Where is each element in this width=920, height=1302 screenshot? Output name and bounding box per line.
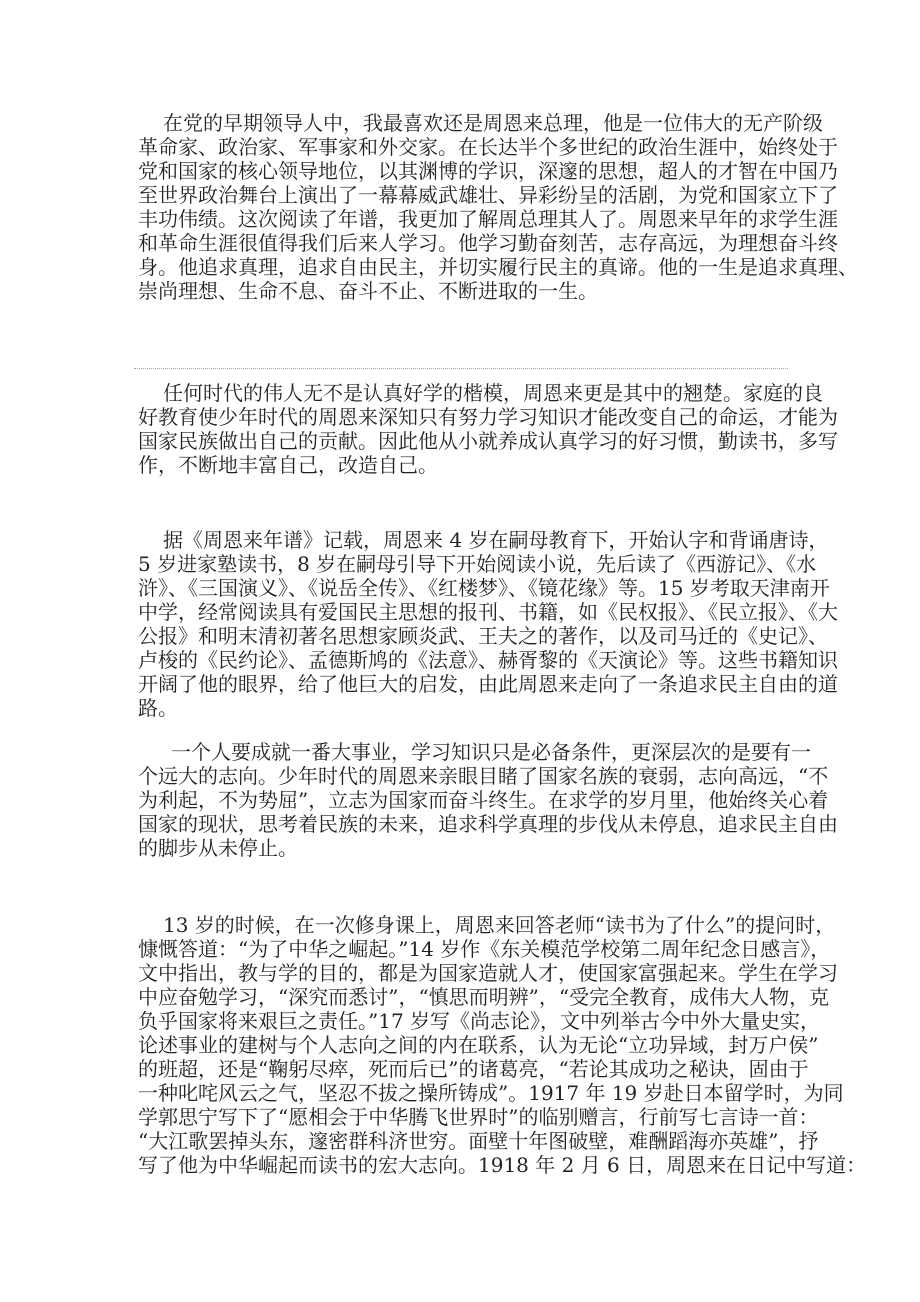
text-line: 浒》、《三国演义》、《说岳全传》、《红楼梦》、《镜花缘》等。15 岁考取天津南开 [138,576,830,600]
text-line: 的脚步从未停止。 [138,836,298,860]
paragraph-4 [138,740,838,860]
text-line: 文中指出，教与学的目的，都是为国家造就人才，使国家富强起来。学生在学习 [138,961,838,985]
text-line: 一种叱咤风云之气，坚忍不拔之操所铸成”。1917 年 19 岁赴日本留学时，为同 [138,1081,844,1105]
text-line: 一个人要成就一番大事业，学习知识只是必备条件，更深层次的是要有一 [171,740,811,764]
text-line: 丰功伟绩。这次阅读了年谱，我更加了解周总理其人了。周恩来早年的求学生涯 [138,207,838,231]
text-line: 和革命生涯很值得我们后来人学习。他学习勤奋刻苦，志存高远，为理想奋斗终 [138,231,838,255]
text-line: 中学，经常阅读具有爱国民主思想的报刊、书籍，如《民权报》、《民立报》、《大 [138,600,838,624]
text-line: 负乎国家将来艰巨之责任。”17 岁写《尚志论》，文中列举古今中外大量史实， [138,1009,821,1033]
text-line: 的班超，还是“鞠躬尽瘁，死而后已”的诸葛亮，“若论其成功之秘诀，固由于 [138,1057,809,1081]
text-line: 中应奋勉学习，“深究而悉讨”，“慎思而明辨”，“受完全教育，成伟大人物，克 [138,985,830,1009]
text-line: 身。他追求真理，追求自由民主，并切实履行民主的真谛。他的一生是追求真理、 [138,255,858,279]
paragraph-3 [138,528,838,720]
text-line: 国家民族做出自己的贡献。因此他从小就养成认真学习的好习惯，勤读书，多写 [138,429,838,453]
text-line: 革命家、政治家、军事家和外交家。在长达半个多世纪的政治生涯中，始终处于 [138,135,838,159]
text-line: 任何时代的伟人无不是认真好学的楷模，周恩来更是其中的翘楚。家庭的良 [163,381,823,405]
text-line: 5 岁进家塾读书，8 岁在嗣母引导下开始阅读小说，先后读了《西游记》、《水 [138,552,817,576]
text-line: 国家的现状，思考着民族的未来，追求科学真理的步伐从未停息，追求民主自由 [138,812,838,836]
text-line: 13 岁的时候，在一次修身课上，周恩来回答老师“读书为了什么”的提问时， [163,913,836,937]
text-line: 卢梭的《民约论》、孟德斯鸠的《法意》、赫胥黎的《天演论》等。这些书籍知识 [138,648,838,672]
section-divider [134,368,788,369]
text-line: 为利起，不为势屈”，立志为国家而奋斗终生。在求学的岁月里，他始终关心着 [138,788,829,812]
text-line: 写了他为中华崛起而读书的宏大志向。1918 年 2 月 6 日，周恩来在日记中写道： [138,1153,867,1177]
text-line: 个远大的志向。少年时代的周恩来亲眼目睹了国家名族的衰弱，志向高远，“不 [138,764,829,788]
text-line: 作，不断地丰富自己，改造自己。 [138,453,438,477]
text-line: 至世界政治舞台上演出了一幕幕威武雄壮、异彩纷呈的活剧，为党和国家立下了 [138,183,838,207]
text-line: 开阔了他的眼界，给了他巨大的启发，由此周恩来走向了一条追求民主自由的道 [138,672,838,696]
text-line: 据《周恩来年谱》记载，周恩来 4 岁在嗣母教育下，开始认字和背诵唐诗， [163,528,829,552]
text-line: 在党的早期领导人中，我最喜欢还是周恩来总理，他是一位伟大的无产阶级 [163,111,823,135]
text-line: 学郭思宁写下了“愿相会于中华腾飞世界时”的临别赠言，行前写七言诗一首： [138,1105,819,1129]
paragraph-2 [138,381,838,477]
text-line: “大江歌罢掉头东，邃密群科济世穷。面壁十年图破壁，难酬蹈海亦英雄”，抒 [138,1129,819,1153]
text-line: 崇尚理想、生命不息、奋斗不止、不断进取的一生。 [138,279,598,303]
text-line: 好教育使少年时代的周恩来深知只有努力学习知识才能改变自己的命运，才能为 [138,405,838,429]
text-line: 公报》和明末清初著名思想家顾炎武、王夫之的著作，以及司马迁的《史记》、 [138,624,828,648]
text-line: 党和国家的核心领导地位，以其渊博的学识，深邃的思想，超人的才智在中国乃 [138,159,838,183]
text-line: 路。 [138,696,178,720]
paragraph-5 [138,913,867,1177]
text-line: 慷慨答道：“为了中华之崛起。”14 岁作《东关模范学校第二周年纪念日感言》， [138,937,831,961]
paragraph-1 [138,111,858,303]
text-line: 论述事业的建树与个人志向之间的内在联系，认为无论“立功异域，封万户侯” [138,1033,819,1057]
